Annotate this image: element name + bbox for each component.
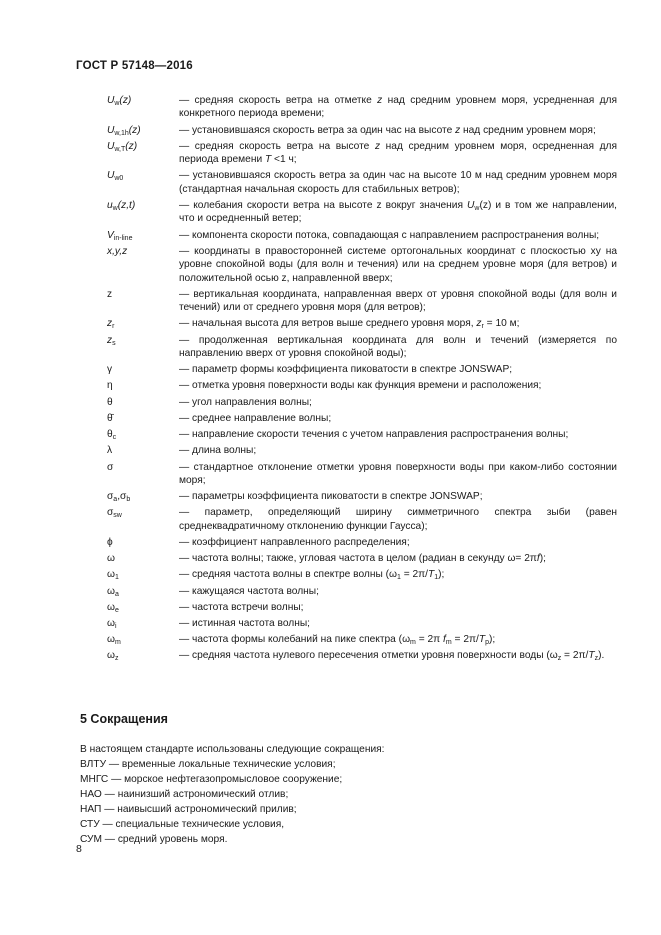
document-header: ГОСТ Р 57148—2016 [76, 60, 193, 72]
definition-row [107, 552, 617, 565]
definition-row [107, 140, 617, 167]
definition-symbol: γ [107, 364, 113, 376]
definition-text: — средняя частота нулевого пересечения отметки уровня поверхности воды $(\omega_z = 2\pi/T_z)$. [179, 650, 605, 663]
definition-row [107, 169, 617, 196]
definition-symbol: $\theta_c$ [107, 429, 117, 442]
definition-text: — параметр, определяющий ширину симметричного спектра зыби (равен среднеквадратичному отклонению функции Гаусса); [179, 507, 617, 532]
definition-text: — частота формы колебаний на пике спектра ($\omega_m = 2\pi$ $f_m = 2\pi/T_p$); [179, 634, 496, 647]
definition-text: — истинная частота волны; [179, 617, 310, 629]
definition-row [107, 363, 617, 376]
definition-row [107, 568, 617, 581]
definition-row [107, 585, 617, 598]
definition-text: — средняя скорость ветра на отметке z над средним уровнем моря, усредненная для конкретного периода времени; [179, 95, 617, 120]
definition-symbol: x,y,z [107, 245, 128, 257]
definition-text: — вертикальная координата, направленная вверх от уровня спокойной воды (для волн и течений) или от среднего уровня моря (для ветров); [179, 288, 617, 314]
definition-row [107, 379, 617, 392]
definition-symbol: θ [107, 396, 113, 408]
definition-symbol: $U_{w0}$ [107, 170, 124, 183]
definition-row [107, 245, 617, 285]
definition-symbol: η [107, 380, 113, 392]
definition-symbol: λ [107, 445, 113, 457]
definition-symbol: $u_w(z,t)$ [107, 200, 136, 213]
definition-text: — стандартное отклонение отметки уровня поверхности воды при каком-либо состоянии моря; [179, 461, 617, 486]
definition-row [107, 649, 617, 662]
definition-text: — угол направления волны; [179, 396, 312, 408]
definition-text: — установившаяся скорость ветра за один час на высоте 10 м над средним уровнем моря (стандартная начальная скорость для стабильных ветров); [179, 170, 617, 195]
definition-row [107, 536, 617, 549]
definition-row [107, 633, 617, 646]
definition-row [107, 334, 617, 361]
definition-symbol: $U_w(z)$ [107, 95, 132, 107]
definition-text: — кажущаяся частота волны; [179, 585, 319, 597]
definition-text: — компонента скорости потока, совпадающая с направлением распространения волны; [179, 229, 600, 241]
definition-row [107, 490, 617, 503]
definition-row [107, 229, 617, 242]
page-number: 8 [76, 843, 82, 855]
definition-text: — частота встречи волны; [179, 601, 304, 613]
abbreviation-item: НАО — наинизший астрономический отлив; [80, 789, 289, 800]
definition-symbol: $\omega_e$ [107, 601, 119, 614]
definition-symbol: $\omega_i$ [107, 617, 117, 630]
definition-symbol: z [107, 288, 113, 300]
definition-row [107, 428, 617, 441]
definition-text: — средняя частота волны в спектре волны $(\omega_1 = 2\pi/T_1)$; [179, 569, 445, 582]
definition-text: — длина волны; [179, 445, 257, 457]
definition-text: — установившаяся скорость ветра за один час на высоте z над средним уровнем моря; [179, 124, 596, 136]
definition-symbol: $z_s$ [107, 334, 116, 347]
definition-text: — отметка уровня поверхности воды как функция времени и расположения; [179, 380, 542, 392]
definition-row [107, 94, 617, 121]
definition-symbol: $\omega_z$ [107, 650, 119, 663]
definition-symbol: $U_{w,1h}(z)$ [107, 124, 141, 137]
definition-row [107, 317, 617, 330]
abbreviation-item: НАП — наивысший астрономический прилив; [80, 804, 297, 815]
definition-symbol: ω [107, 553, 115, 565]
definition-symbol: θ̄ [107, 412, 113, 424]
definition-symbol: $U_{w,T}(z)$ [107, 140, 138, 153]
abbreviations-intro: В настоящем стандарте использованы следующие сокращения: [80, 744, 385, 755]
definition-symbol: σ [107, 461, 114, 473]
definition-symbol: $\omega_a$ [107, 585, 119, 598]
definition-row [107, 461, 617, 488]
definition-text: — частота волны; также, угловая частота в целом (радиан в секунду ω= 2πf); [179, 553, 546, 565]
definition-row [107, 396, 617, 409]
definition-row [107, 601, 617, 614]
definition-symbol: ϕ [107, 536, 113, 548]
section-title: 5 Сокращения [80, 712, 168, 726]
definition-row [107, 124, 617, 137]
definition-row [107, 617, 617, 630]
definition-symbol: $\sigma_a,\sigma_b$ [107, 491, 131, 504]
definition-symbol: $z_r$ [107, 318, 115, 331]
definition-text: — направление скорости течения с учетом направления распространения волны; [179, 429, 569, 441]
definition-text: — коэффициент направленного распределения; [179, 536, 410, 548]
definition-row [107, 444, 617, 457]
definition-row [107, 506, 617, 533]
definition-row [107, 412, 617, 425]
abbreviation-item: СТУ — специальные технические условия, [80, 819, 285, 830]
definition-row [107, 199, 617, 226]
definition-text: — координаты в правосторонней системе ортогональных координат с плоскостью xy на уровне спокойной воды (для волн и течения) или на среднем уровне моря (для ветров) и положительной осью z, направленной вверх; [179, 245, 617, 284]
definition-text: — средняя скорость ветра на высоте z над средним уровнем моря, осредненная для периода времени T <1 ч; [179, 140, 617, 166]
abbreviation-item: ВЛТУ — временные локальные технические условия; [80, 759, 336, 770]
abbreviation-item: СУМ — средний уровень моря. [80, 834, 228, 845]
definition-symbol: $\sigma_{sw}$ [107, 507, 122, 520]
definitions-list [107, 94, 617, 666]
definition-text: — начальная высота для ветров выше среднего уровня моря, $z_r = 10$ м; [179, 318, 520, 331]
definition-symbol: $V_{in-line}$ [107, 229, 133, 242]
definition-row [107, 288, 617, 315]
abbreviations-block [80, 742, 600, 847]
definition-symbol: $\omega_m$ [107, 634, 121, 647]
definition-text: — параметр формы коэффициента пиковатости в спектре JONSWAP; [179, 364, 513, 376]
definition-text: — параметры коэффициента пиковатости в спектре JONSWAP; [179, 491, 483, 503]
definition-text: — колебания скорости ветра на высоте z вокруг значения $U_w(z)$ и в том же направлении, что и осредненный ветер; [179, 200, 617, 225]
definition-symbol: $\omega_1$ [107, 569, 119, 582]
definition-text: — продолженная вертикальная координата для волн и течений (измеряется по направлению вверх от уровня спокойной воды); [179, 334, 617, 360]
definition-text: — среднее направление волны; [179, 412, 332, 424]
abbreviation-item: МНГС — морское нефтегазопромысловое сооружение; [80, 774, 343, 785]
